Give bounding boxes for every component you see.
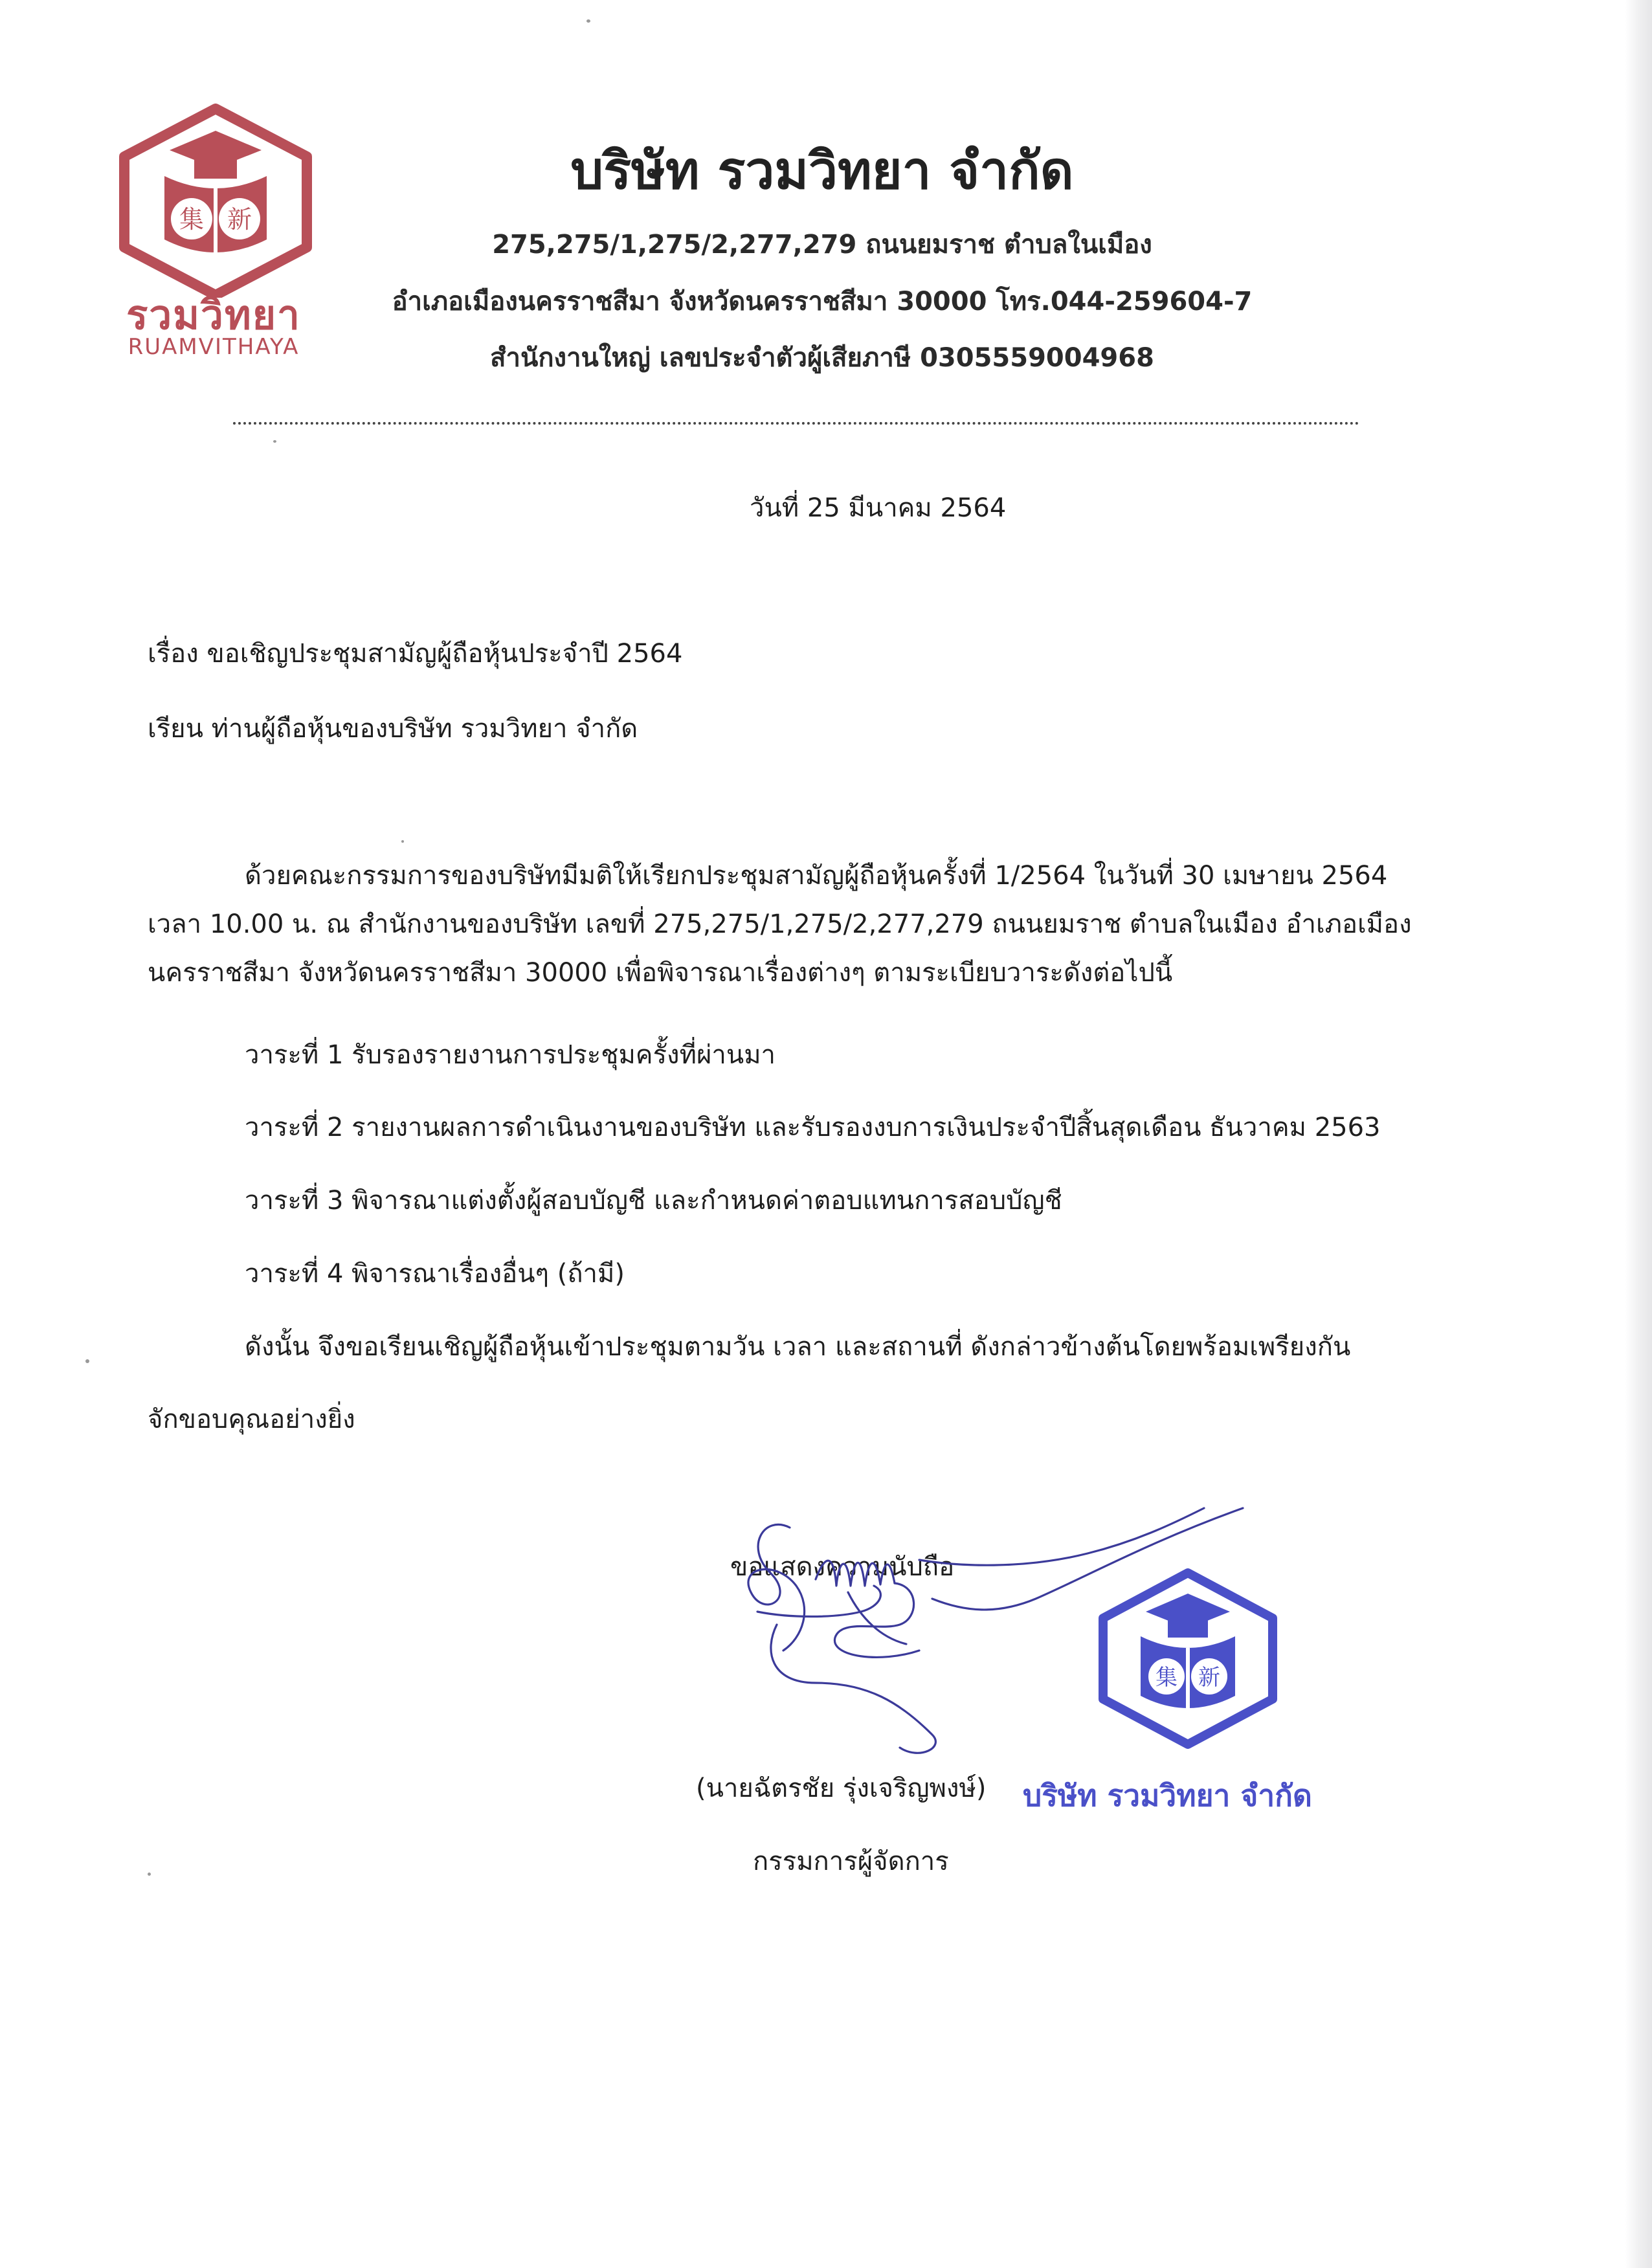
header-divider: [233, 422, 1359, 425]
tax-id-line: สำนักงานใหญ่ เลขประจำตัวผู้เสียภาษี 0305559004968: [490, 343, 1154, 373]
signer-name: (นายฉัตรชัย รุ่งเจริญพงษ์): [696, 1773, 987, 1803]
complimentary-close: ขอแสดงความนับถือ: [730, 1552, 955, 1582]
address-line-1: 275,275/1,275/2,277,279 ถนนยมราช ตำบลในเมือง: [492, 230, 1152, 260]
closing-line: ดังนั้น จึงขอเรียนเชิญผู้ถือหุ้นเข้าประชุมตามวัน เวลา และสถานที่ ดังกล่าวข้างต้นโดยพร้อมเพรียงกัน: [245, 1332, 1351, 1362]
agenda-item-2: วาระที่ 2 รายงานผลการดำเนินงานของบริษัท และรับรองงบการเงินประจำปีสิ้นสุดเดือน ธันวาคม 2563: [245, 1113, 1381, 1142]
logo-glyph-right: 新: [227, 205, 252, 234]
paragraph-line: นครราชสีมา จังหวัดนครราชสีมา 30000 เพื่อพิจารณาเรื่องต่างๆ ตามระเบียบวาระดังต่อไปนี้: [148, 958, 1173, 988]
scan-speck: [148, 1873, 151, 1876]
paragraph-line: ด้วยคณะกรรมการของบริษัทมีมติให้เรียกประชุมสามัญผู้ถือหุ้นครั้งที่ 1/2564 ในวันที่ 30 เมษายน 2564: [245, 861, 1388, 891]
scan-edge: [1625, 0, 1652, 2268]
letter-salutation: เรียน ท่านผู้ถือหุ้นของบริษัท รวมวิทยา จำกัด: [148, 714, 638, 744]
company-name: บริษัท รวมวิทยา จำกัด: [570, 140, 1074, 201]
agenda-item-4: วาระที่ 4 พิจารณาเรื่องอื่นๆ (ถ้ามี): [245, 1259, 625, 1289]
agenda-item-3: วาระที่ 3 พิจารณาแต่งตั้งผู้สอบบัญชี และกำหนดค่าตอบแทนการสอบบัญชี: [245, 1186, 1062, 1216]
closing-line: จักขอบคุณอย่างยิ่ง: [148, 1405, 355, 1434]
letter-subject: เรื่อง ขอเชิญประชุมสามัญผู้ถือหุ้นประจำปี 2564: [148, 639, 683, 669]
logo-glyph-left: 集: [179, 205, 205, 234]
paragraph-line: เวลา 10.00 น. ณ สำนักงานของบริษัท เลขที่ 275,275/1,275/2,277,279 ถนนยมราช ตำบลในเมือง อำเภอเมือง: [148, 909, 1412, 939]
company-stamp: [1094, 1566, 1282, 1751]
agenda-item-1: วาระที่ 1 รับรองรายงานการประชุมครั้งที่ผ่านมา: [245, 1040, 776, 1070]
stamp-glyph-left: 集: [1155, 1665, 1178, 1691]
logo-english-wordmark: RUAMVITHAYA: [128, 334, 300, 360]
stamp-glyph-right: 新: [1198, 1665, 1220, 1691]
scan-speck: [401, 840, 404, 843]
scan-speck: [586, 19, 590, 23]
stamp-company-name: บริษัท รวมวิทยา จำกัด: [1023, 1778, 1312, 1813]
scan-speck: [85, 1359, 89, 1363]
company-logo: [115, 104, 316, 298]
address-line-2: อำเภอเมืองนครราชสีมา จังหวัดนครราชสีมา 30000 โทร.044-259604-7: [392, 287, 1253, 317]
letter-date: วันที่ 25 มีนาคม 2564: [750, 493, 1007, 523]
signer-title: กรรมการผู้จัดการ: [753, 1847, 949, 1876]
logo-thai-wordmark: รวมวิทยา: [126, 291, 301, 339]
scan-speck: [273, 440, 276, 443]
